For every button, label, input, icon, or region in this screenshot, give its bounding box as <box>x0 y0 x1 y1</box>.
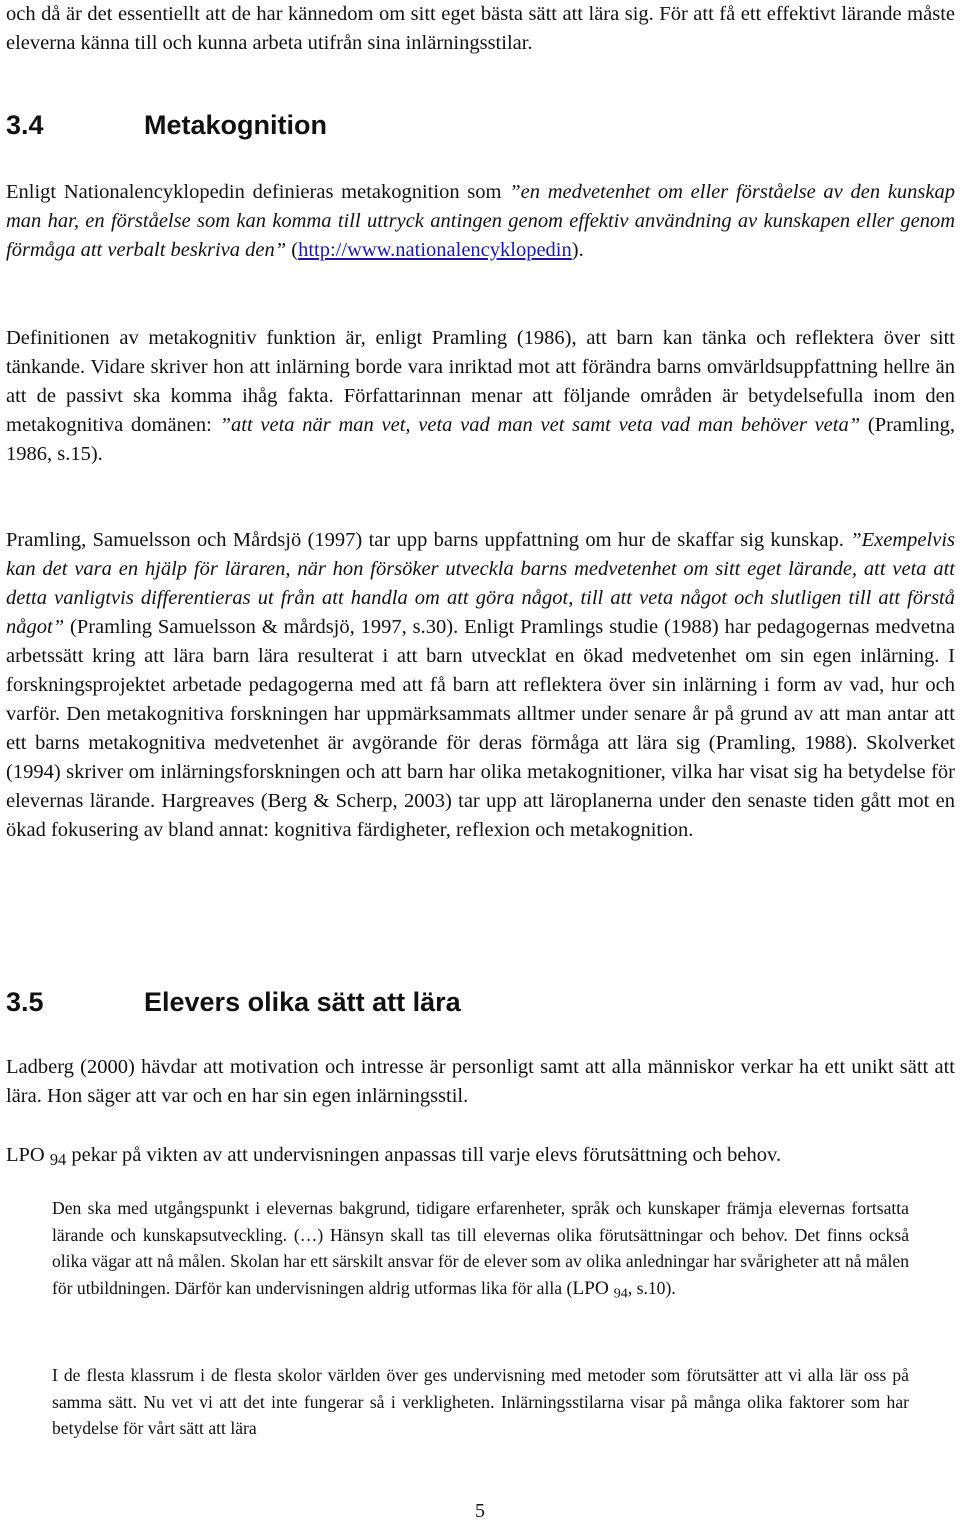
section-3-5-heading <box>6 985 461 1019</box>
section-title: Elevers olika sätt att lära <box>144 987 461 1017</box>
metakognition-definition-paragraph: Enligt Nationalencyklopedin definieras metakognition som ”en medvetenhet om eller förståelse av den kunskap man har, en förståelse som kan komma till uttryck antingen genom effektiv användning av kunskapen eller genom förmåga att verbalt beskriva den” (http://www.nationalencyklopedin). <box>6 181 955 261</box>
lpo-blockquote: Den ska med utgångspunkt i elevernas bakgrund, tidigare erfarenheter, språk och kunskaper främja elevernas fortsatta lärande och kunskapsutveckling. (…) Hänsyn skall tas till elevernas olika förutsättningar och behov. Det finns också olika vägar att nå målen. Skolan har ett särskilt ansvar för de elever som av olika anledningar har svårigheter att nå målen för utbildningen. Därför kan undervisningen aldrig utformas lika för alla (LPO $_{94}$, s.10). <box>52 1198 909 1302</box>
pramling-quote: ”att veta när man vet, veta vad man vet samt veta vad man behöver veta” <box>219 414 868 436</box>
page-number: 5 <box>475 1500 485 1522</box>
section-3-4-heading <box>6 108 327 142</box>
lpo-paragraph: LPO $_{94}$ pekar på vikten av att undervisningen anpassas till varje elevs förutsättning och behov. <box>6 1144 782 1170</box>
intro-paragraph: och då är det essentiellt att de har kännedom om sitt eget bästa sätt att lära sig. För att få ett effektivt lärande måste eleverna känna till och kunna arbeta utifrån sina inlärningsstilar. <box>6 3 955 54</box>
ladberg-paragraph: Ladberg (2000) hävdar att motivation och intresse är personligt samt att alla människor verkar ha ett unikt sätt att lära. Hon säger att var och en har sin egen inlärningsstil. <box>6 1056 955 1107</box>
section-title: Metakognition <box>144 110 327 140</box>
section-number: 3.5 <box>6 987 44 1017</box>
classroom-blockquote: I de flesta klassrum i de flesta skolor världen över ges undervisning med metoder som förutsätter att vi alla lär oss på samma sätt. Nu vet vi att det inte fungerar så i verkligheten. Inlärningsstilarna visar på många olika faktorer som har betydelse för vårt sätt att lära <box>52 1365 909 1438</box>
pramling-samuelsson-paragraph: Pramling, Samuelsson och Mårdsjö (1997) tar upp barns uppfattning om hur de skaffar sig kunskap. ”Exempelvis kan det vara en hjälp för läraren, när hon försöker utveckla barns medvetenhet om sitt eget lärande, att veta att detta vanligtvis differentieras ut från att handla om att göra något, till att veta något och slutligen till att förstå något” (Pramling Samuelsson & mårdsjö, 1997, s.30). Enligt Pramlings studie (1988) har pedagogernas medvetna arbetssätt kring att lära barn lära resulterat i att barn utvecklat en ökad medvetenhet om sin egen inlärning. I forskningsprojektet arbetade pedagogerna med att få barn att reflektera över sin inlärning i form av vad, hur och varför. Den metakognitiva forskningen har uppmärksammats alltmer under senare år på grund av att man antar att ett barns metakognitiva medvetenhet är avgörande för deras förmåga att lära sig (Pramling, 1988). Skolverket (1994) skriver om inlärningsforskningen och att barn har olika metakognitioner, vilka har visat sig ha betydelse för elevernas lärande. Hargreaves (Berg & Scherp, 2003) tar upp att läroplanerna under den senaste tiden gått mot en ökad fokusering av bland annat: kognitiva färdigheter, reflexion och metakognition. <box>6 529 955 841</box>
nationalencyklopedin-link[interactable]: http://www.nationalencyklopedin <box>298 239 572 261</box>
pramling-samuelsson-quote: ”Exempelvis kan det vara en hjälp för läraren, när hon försöker utveckla barns medvetenhet om sitt eget lärande, att veta att detta vanligtvis differentieras ut från att handla om att göra något, till att veta något och slutligen till att förstå något” <box>6 529 955 638</box>
section-number: 3.4 <box>6 110 44 140</box>
pramling-paragraph: Definitionen av metakognitiv funktion är, enligt Pramling (1986), att barn kan tänka och reflektera över sitt tänkande. Vidare skriver hon att inlärning borde vara inriktad mot att förändra barns omvärldsuppfattning hellre än att de passivt ska komma ihåg fakta. Författarinnan menar att följande områden är betydelsefulla inom den metakognitiva domänen: ”att veta när man vet, veta vad man vet samt veta vad man behöver veta” (Pramling, 1986, s.15). <box>6 327 955 465</box>
definition-quote: ”en medvetenhet om eller förståelse av den kunskap man har, en förståelse som kan komma till uttryck antingen genom effektiv användning av kunskapen eller genom förmåga att verbalt beskriva den” <box>6 181 955 261</box>
